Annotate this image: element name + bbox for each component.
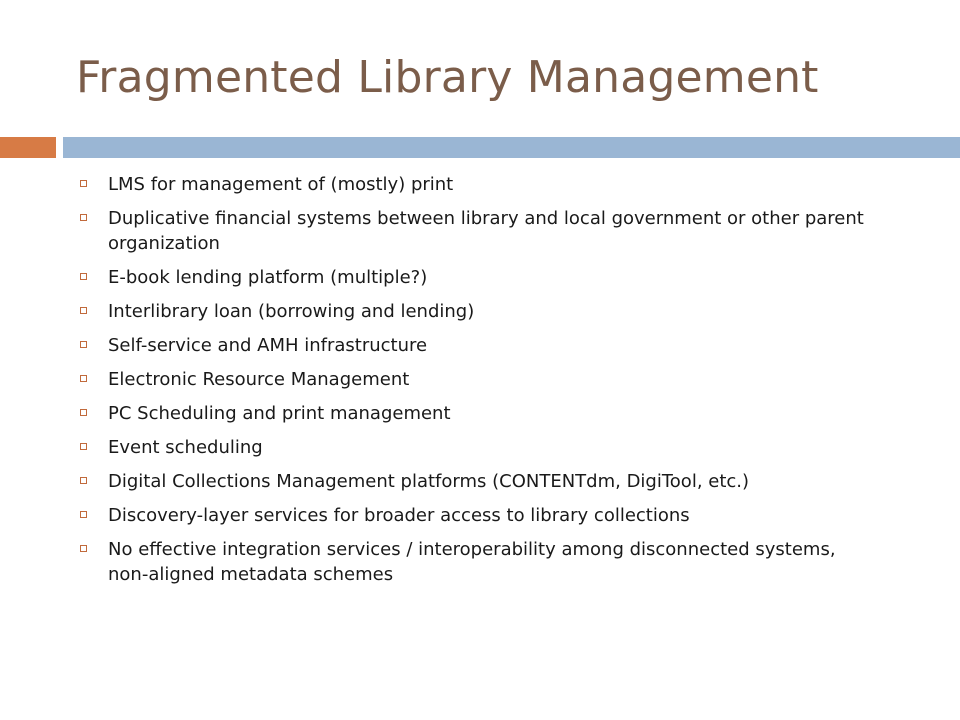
square-bullet-icon: [80, 443, 87, 450]
bullet-text: Discovery-layer services for broader access to library collections: [108, 505, 690, 526]
slide-title: Fragmented Library Management: [76, 52, 819, 103]
bullet-item: [80, 469, 880, 494]
square-bullet-icon: [80, 307, 87, 314]
title-accent-bar-blue: [63, 137, 960, 158]
bullet-item: [80, 206, 880, 256]
bullet-text: Event scheduling: [108, 437, 263, 458]
bullet-item: [80, 435, 880, 460]
bullet-item: [80, 503, 880, 528]
bullet-item: [80, 401, 880, 426]
bullet-text: Self-service and AMH infrastructure: [108, 335, 428, 356]
bullet-text: Electronic Resource Management: [108, 369, 410, 390]
bullet-text: Digital Collections Management platforms (CONTENTdm, DigiTool, etc.): [108, 471, 750, 492]
square-bullet-icon: [80, 477, 87, 484]
bullet-item: [80, 367, 880, 392]
bullet-text: Duplicative financial systems between library and local government or other parent organization: [108, 208, 864, 254]
bullet-item: [80, 299, 880, 324]
bullet-item: [80, 537, 880, 587]
bullet-item: [80, 172, 880, 197]
square-bullet-icon: [80, 180, 87, 187]
square-bullet-icon: [80, 545, 87, 552]
bullet-item: [80, 265, 880, 290]
bullet-text: PC Scheduling and print management: [108, 403, 451, 424]
bullet-text: LMS for management of (mostly) print: [108, 174, 454, 195]
square-bullet-icon: [80, 511, 87, 518]
bullet-text: E-book lending platform (multiple?): [108, 267, 428, 288]
bullet-text: No effective integration services / interoperability among disconnected systems, non-aligned metadata schemes: [108, 539, 836, 585]
square-bullet-icon: [80, 214, 87, 221]
bullet-list: [80, 172, 880, 596]
square-bullet-icon: [80, 409, 87, 416]
square-bullet-icon: [80, 375, 87, 382]
bullet-text: Interlibrary loan (borrowing and lending): [108, 301, 475, 322]
bullet-item: [80, 333, 880, 358]
square-bullet-icon: [80, 341, 87, 348]
title-accent-bar-orange: [0, 137, 56, 158]
square-bullet-icon: [80, 273, 87, 280]
